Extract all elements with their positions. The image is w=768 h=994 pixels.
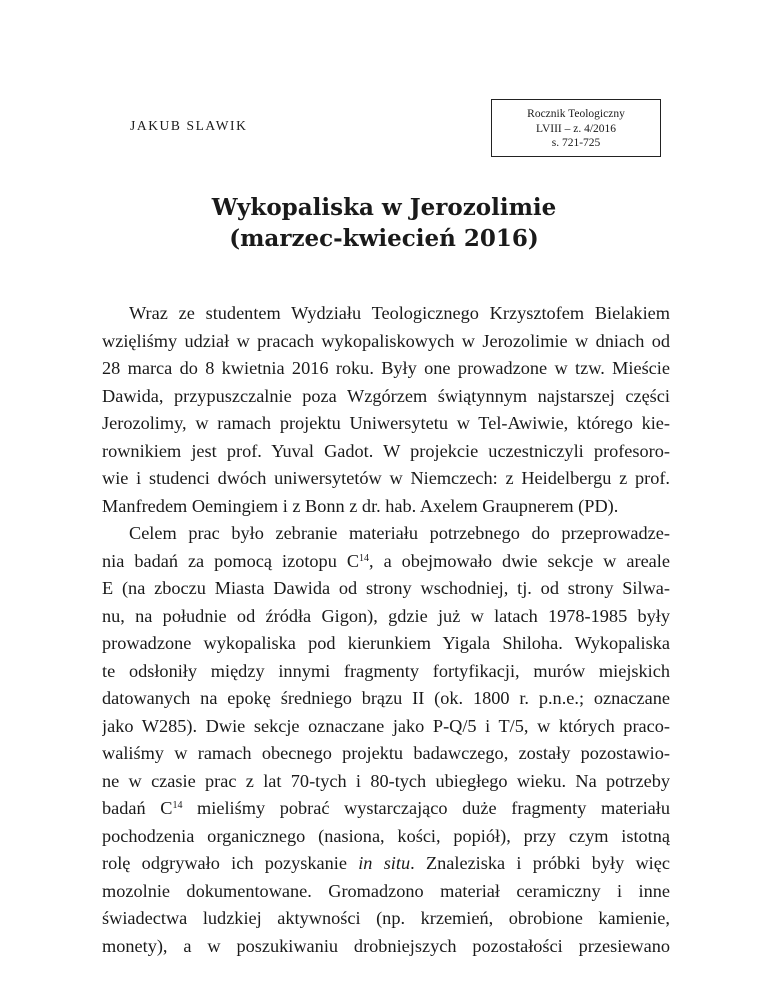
text-line: ne w czasie prac z lat 70-tych i 80-tych ubiegłego wieku. Na potrzeby [102, 770, 670, 791]
text-line: pochodzenia organicznego (nasiona, kości, popiół), przy czym istotną [102, 825, 670, 846]
text-line: jako W285). Dwie sekcje oznaczane jako P-Q/5 i T/5, w których praco- [102, 715, 670, 736]
text-line: Wraz ze studentem Wydziału Teologicznego Krzysztofem Bielakiem [129, 303, 670, 323]
article-body [102, 300, 670, 960]
text-line: wie i studenci dwóch uniwersytetów w Niemczech: z Heidelbergu z prof. [102, 468, 670, 488]
text-line: świadectwa ludzkiej aktywności (np. krzemień, obrobione kamienie, [102, 908, 670, 928]
italic-term: in situ [358, 853, 411, 873]
text-line: wzięliśmy udział w pracach wykopaliskowych w Jerozolimie w dniach od [102, 330, 670, 351]
text-fragment: mieliśmy pobrać wystarczająco duże fragmenty materiału [182, 798, 670, 818]
journal-name: Rocznik Teologiczny [527, 108, 625, 120]
text-line: nu, na południe od źródła Gigon), gdzie już w latach 1978-1985 były [102, 605, 670, 626]
text-fragment: . Znaleziska i próbki były więc [410, 853, 670, 873]
superscript: 14 [359, 552, 370, 564]
text-line: E (na zboczu Miasta Dawida od strony wschodniej, tj. od strony Silwa- [102, 578, 670, 598]
text-fragment: badań C [102, 798, 173, 818]
text-line: Celem prac było zebranie materiału potrzebnego do przeprowadze- [129, 523, 670, 543]
text-line: Dawida, przypuszczalnie poza Wzgórzem świątynnym najstarszej części [102, 385, 670, 406]
text-line [102, 548, 670, 576]
text-line [102, 850, 670, 878]
journal-info-box [491, 99, 661, 157]
title-line-1: Wykopaliska w Jerozolimie [211, 194, 557, 221]
text-fragment: , a obejmowało dwie sekcje w areale [369, 550, 670, 571]
text-line: waliśmy w ramach obecnego projektu badawczego, zostały pozostawio- [102, 743, 670, 763]
text-line: rownikiem jest prof. Yuval Gadot. W projekcie uczestniczyli profesoro- [102, 440, 670, 461]
text-line: te odsłoniły między innymi fragmenty fortyfikacji, murów miejskich [102, 660, 670, 681]
text-fragment: nia badań za pomocą izotopu C [102, 550, 360, 571]
journal-pages: s. 721-725 [551, 137, 601, 149]
text-line: prowadzone wykopaliska pod kierunkiem Yigala Shiloha. Wykopaliska [102, 633, 670, 653]
article-title [0, 192, 768, 254]
journal-issue: LVIII – z. 4/2016 [535, 122, 617, 135]
title-line-2: (marzec-kwiecień 2016) [229, 225, 539, 252]
text-line: monety), a w poszukiwaniu drobniejszych pozostałości przesiewano [102, 935, 670, 956]
text-fragment: rolę odgrywało ich pozyskanie [102, 853, 359, 873]
text-line: Jerozolimy, w ramach projektu Uniwersytetu w Tel-Awiwie, którego kie- [102, 413, 670, 433]
text-line: datowanych na epokę średniego brązu II (ok. 1800 r. p.n.e.; oznaczane [102, 688, 670, 708]
superscript: 14 [172, 800, 183, 811]
text-line: 28 marca do 8 kwietnia 2016 roku. Były one prowadzone w tzw. Mieście [102, 358, 670, 378]
text-line: Manfredem Oemingiem i z Bonn z dr. hab. Axelem Graupnerem (PD). [102, 495, 619, 516]
author-name: JAKUB SLAWIK [130, 118, 248, 133]
text-line: mozolnie dokumentowane. Gromadzono materiał ceramiczny i inne [102, 880, 670, 901]
text-line [102, 795, 670, 823]
